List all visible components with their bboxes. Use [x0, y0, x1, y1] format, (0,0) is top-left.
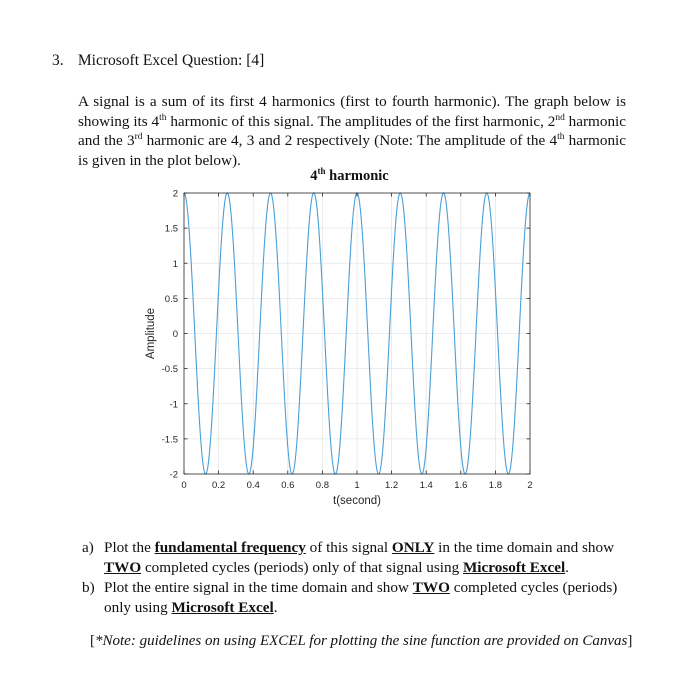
- part-b-text-1: Plot the entire signal in the time domain and show: [104, 579, 413, 597]
- note-open-bracket: [: [90, 633, 95, 649]
- y-tick-label: 1: [172, 258, 178, 270]
- x-tick-label: 0.4: [246, 480, 260, 491]
- intro-sup-rd: rd: [134, 132, 143, 143]
- question-title: Microsoft Excel Question: [4]: [77, 52, 265, 69]
- intro-text-2: harmonic of this signal. The amplitudes of the first harmonic, 2: [166, 112, 556, 130]
- x-tick-label: 1: [354, 480, 360, 491]
- y-tick-label: -1: [169, 399, 178, 411]
- y-tick-label: 1.5: [164, 223, 178, 235]
- chart-title-text: harmonic: [325, 168, 389, 184]
- part-a-emph-only: ONLY: [391, 539, 435, 556]
- question-parts: [82, 538, 627, 617]
- question-number: 3.: [52, 52, 64, 69]
- intro-sup-nd: nd: [555, 112, 565, 123]
- intro-sup-th: th: [159, 112, 167, 123]
- intro-text-4: harmonic are 4, 3 and 2 respectively (Note: The amplitude of the 4: [142, 132, 558, 150]
- part-b-text: [104, 578, 627, 617]
- x-tick-label: 0: [181, 480, 187, 491]
- part-a-emph-excel: Microsoft Excel: [462, 558, 566, 576]
- chart-title-number: 4: [310, 168, 318, 184]
- x-axis-label: t(second): [333, 495, 381, 507]
- part-a-text-5: .: [565, 558, 569, 576]
- part-b-emph-excel: Microsoft Excel: [171, 598, 274, 616]
- y-tick-label: -1.5: [161, 434, 178, 446]
- x-tick-label: 0.2: [211, 480, 226, 491]
- part-a-emph-two: TWO: [104, 558, 142, 576]
- x-tick-label: 0.8: [315, 480, 330, 491]
- note-close-bracket: ]: [627, 633, 633, 649]
- x-tick-label: 1.2: [384, 480, 399, 491]
- intro-sup-th-2: th: [557, 132, 565, 143]
- part-a-text-3: in the time domain and show: [434, 539, 615, 556]
- chart-title-sup: th: [317, 166, 326, 177]
- y-tick-label: -2: [169, 469, 178, 481]
- part-a-label: a): [82, 539, 94, 556]
- canvas-note: [90, 633, 632, 650]
- x-tick-label: 1.8: [488, 480, 503, 491]
- x-tick-label: 1.4: [419, 480, 433, 491]
- part-b-text-3: .: [273, 598, 278, 616]
- intro-text-5: harmonic is given in the plot below).: [78, 132, 627, 169]
- x-tick-label: 0.6: [281, 480, 295, 491]
- y-tick-label: 0: [172, 329, 178, 340]
- intro-text-1: A signal is a sum of its first 4 harmonics (first to fourth harmonic). The graph below is showing its 4: [78, 93, 626, 130]
- chart-ticks: [162, 189, 533, 492]
- y-axis-label: Amplitude: [145, 307, 157, 360]
- x-tick-label: 1.6: [454, 480, 468, 491]
- part-a-text-2: of this signal: [305, 539, 392, 556]
- x-tick-label: 2: [527, 480, 533, 491]
- part-b-label: b): [82, 579, 95, 597]
- chart-grid: [184, 193, 530, 474]
- part-a-emph-fundamental: fundamental frequency: [154, 539, 306, 556]
- y-tick-label: 0.5: [164, 293, 178, 305]
- part-a-text: [104, 538, 627, 577]
- note-text: *Note: guidelines on using EXCEL for plotting the sine function are provided on Canvas: [95, 633, 628, 649]
- part-b-emph-two: TWO: [412, 579, 450, 597]
- intro-text-3: harmonic and the 3: [78, 112, 626, 150]
- part-a-text-1: Plot the: [104, 539, 155, 556]
- y-tick-label: 2: [172, 188, 178, 200]
- part-b: [82, 578, 627, 617]
- part-b-text-2: completed cycles (periods) only using: [104, 579, 618, 616]
- y-tick-label: -0.5: [161, 364, 178, 376]
- part-a-text-4: completed cycles (periods) only of that signal using: [141, 558, 463, 576]
- part-a: [82, 538, 627, 577]
